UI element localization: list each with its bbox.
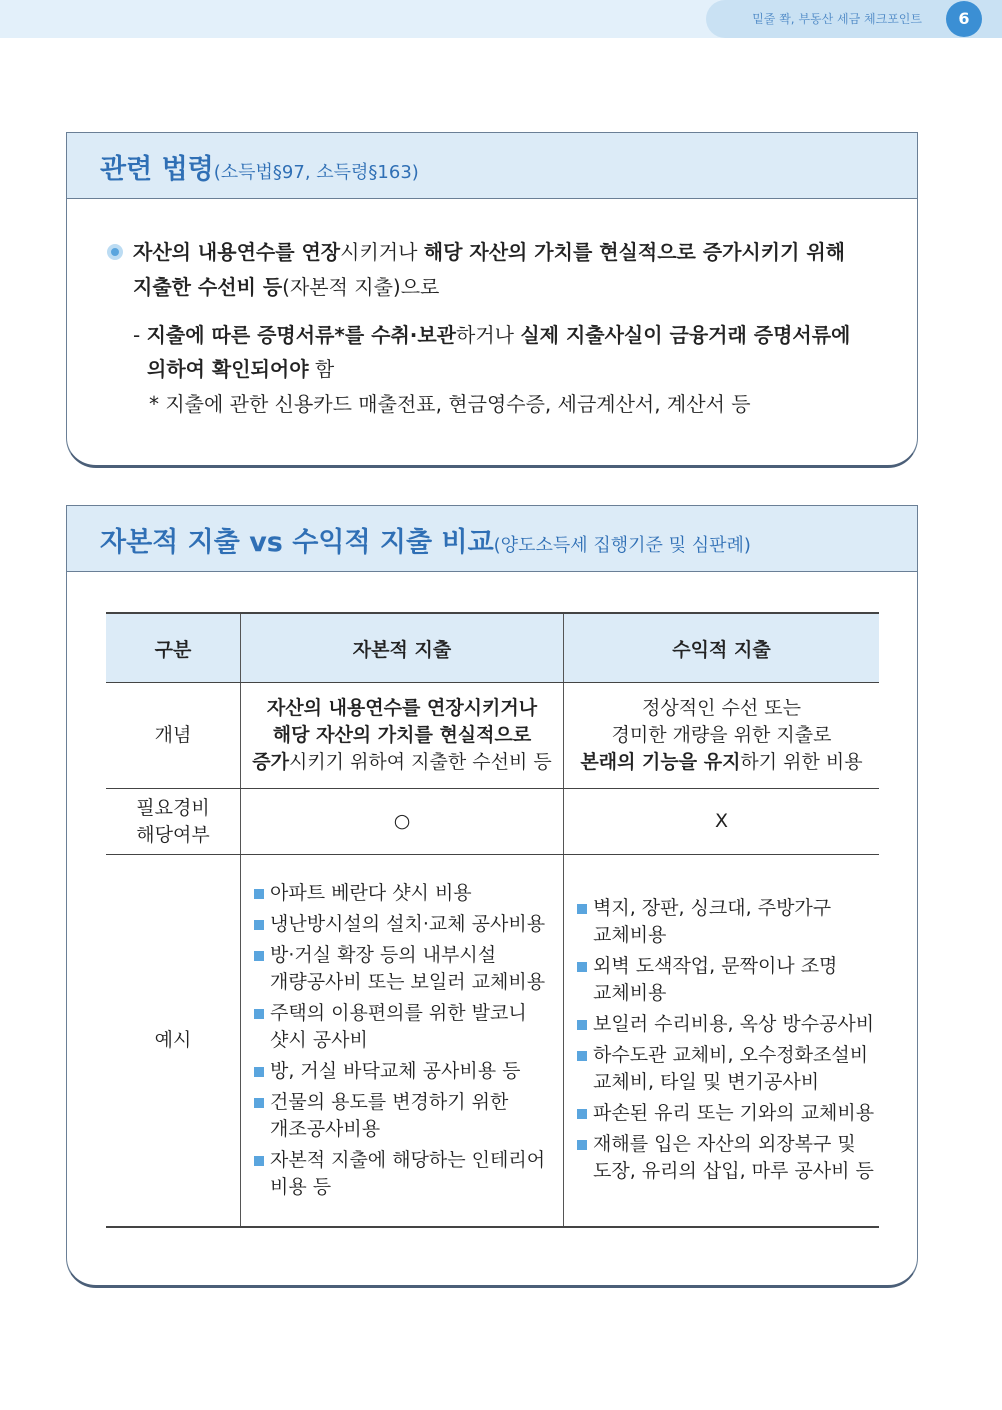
header-category: 구분 xyxy=(106,613,241,683)
capital-text: 자본적 지출에 해당하는 인테리어 xyxy=(270,1148,546,1171)
revenue-text: 도장, 유리의 삽입, 마루 공사비 등 xyxy=(593,1160,874,1183)
related-law-subtitle: (소득법§97, 소득령§163) xyxy=(213,162,419,183)
revenue-text: 재해를 입은 자산의 외장복구 및 xyxy=(593,1133,856,1156)
page-number: 6 xyxy=(946,1,982,37)
square-bullet-icon xyxy=(254,1067,264,1077)
bullet-line-2 xyxy=(133,271,439,300)
comparison-title-text: 자본적 지출 vs 수익적 지출 비교 xyxy=(100,527,494,558)
list-item xyxy=(565,953,878,1007)
sub-line-1-prefix: - xyxy=(133,323,147,347)
list-item xyxy=(565,1011,878,1038)
list-item xyxy=(565,1131,878,1185)
sub-line-1 xyxy=(133,319,850,348)
concept-capital xyxy=(241,683,564,789)
concept-capital-line-1: 자산의 내용연수를 연장시키거나 xyxy=(266,697,538,719)
necessary-capital: ○ xyxy=(241,789,564,855)
necessary-label xyxy=(106,789,241,855)
table-row xyxy=(106,789,879,855)
square-bullet-icon xyxy=(577,1051,587,1061)
circle-bullet-icon xyxy=(107,244,123,260)
square-bullet-icon xyxy=(254,920,264,930)
square-bullet-icon xyxy=(577,1140,587,1150)
list-item xyxy=(565,1042,878,1096)
revenue-text: 교체비, 타일 및 변기공사비 xyxy=(593,1071,820,1094)
square-bullet-icon xyxy=(577,1020,587,1030)
sub-line-1-bold-a: 지출에 따른 증명서류*를 수취·보관 xyxy=(146,323,457,347)
square-bullet-icon xyxy=(254,951,264,961)
sub-line-1-bold-b: 실제 지출사실이 금융거래 증명서류에 xyxy=(520,323,851,347)
bullet-line-1 xyxy=(133,236,845,265)
concept-revenue-line-3-bold: 본래의 기능을 유지 xyxy=(580,751,741,773)
revenue-text: 외벽 도색작업, 문짝이나 조명 xyxy=(593,955,838,978)
concept-capital-line-3 xyxy=(242,749,562,776)
sub-line-2-normal: 함 xyxy=(308,357,335,381)
header-revenue: 수익적 지출 xyxy=(564,613,880,683)
list-item xyxy=(242,1000,562,1054)
square-bullet-icon xyxy=(577,1109,587,1119)
necessary-label-line-2: 해당여부 xyxy=(136,823,210,846)
concept-capital-line-3-normal: 시키기 위하여 지출한 수선비 등 xyxy=(288,751,552,773)
capital-text: 방, 거실 바닥교체 공사비용 등 xyxy=(270,1059,521,1082)
capital-examples-list xyxy=(242,880,562,1201)
bullet-line-2-bold: 지출한 수선비 등 xyxy=(133,275,283,299)
list-item xyxy=(565,1100,878,1127)
header-capital: 자본적 지출 xyxy=(241,613,564,683)
capital-text: 방·거실 확장 등의 내부시설 xyxy=(270,943,497,966)
comparison-box xyxy=(66,505,918,1288)
capital-text: 건물의 용도를 변경하기 위한 xyxy=(270,1090,509,1113)
list-item xyxy=(242,1147,562,1201)
revenue-examples-list xyxy=(565,895,878,1185)
capital-text: 주택의 이용편의를 위한 발코니 xyxy=(270,1001,527,1024)
concept-label: 개념 xyxy=(106,683,241,789)
examples-capital xyxy=(241,855,564,1227)
sub-line-2 xyxy=(147,353,334,382)
comparison-title xyxy=(100,520,751,559)
necessary-revenue: X xyxy=(564,789,880,855)
square-bullet-icon xyxy=(254,1098,264,1108)
square-bullet-icon xyxy=(254,1009,264,1019)
revenue-text: 교체비용 xyxy=(593,924,667,947)
list-item xyxy=(242,911,562,938)
necessary-label-line-1: 필요경비 xyxy=(136,796,210,819)
bullet-line-1-bold-a: 자산의 내용연수를 연장 xyxy=(133,240,341,264)
comparison-header xyxy=(67,506,917,572)
bullet-line-1-bold-b: 해당 자산의 가치를 현실적으로 증가시키기 위해 xyxy=(423,240,845,264)
list-item xyxy=(242,1058,562,1085)
header-title: 밑줄 쫙, 부동산 세금 체크포인트 xyxy=(752,12,922,26)
list-item xyxy=(565,895,878,949)
examples-revenue xyxy=(564,855,880,1227)
concept-revenue-line-1: 정상적인 수선 또는 xyxy=(642,697,801,719)
related-law-title-text: 관련 법령 xyxy=(100,154,214,185)
capital-text: 냉난방시설의 설치·교체 공사비용 xyxy=(270,912,546,935)
related-law-title xyxy=(100,147,419,186)
capital-text: 개량공사비 또는 보일러 교체비용 xyxy=(270,970,546,993)
comparison-table xyxy=(106,612,879,1228)
list-item xyxy=(242,1089,562,1143)
examples-label: 예시 xyxy=(106,855,241,1227)
table-row xyxy=(106,855,879,1227)
revenue-text: 교체비용 xyxy=(593,982,667,1005)
concept-capital-line-2: 해당 자산의 가치를 현실적으로 xyxy=(272,724,532,746)
list-item xyxy=(242,942,562,996)
top-bar xyxy=(0,0,1002,38)
list-item xyxy=(242,880,562,907)
capital-text: 개조공사비용 xyxy=(270,1117,381,1140)
table-row xyxy=(106,683,879,789)
capital-text: 비용 등 xyxy=(270,1175,332,1198)
concept-revenue-line-3 xyxy=(565,749,878,776)
related-law-header xyxy=(67,133,917,199)
square-bullet-icon xyxy=(254,889,264,899)
concept-revenue-line-2: 경미한 개량을 위한 지출로 xyxy=(611,724,832,746)
footnote: * 지출에 관한 신용카드 매출전표, 현금영수증, 세금계산서, 계산서 등 xyxy=(149,392,751,416)
revenue-text: 보일러 수리비용, 옥상 방수공사비 xyxy=(593,1013,875,1036)
revenue-text: 벽지, 장판, 싱크대, 주방가구 xyxy=(593,897,832,920)
revenue-text: 하수도관 교체비, 오수정화조설비 xyxy=(593,1044,869,1067)
bullet-line-2-normal: (자본적 지출)으로 xyxy=(282,275,440,299)
revenue-text: 파손된 유리 또는 기와의 교체비용 xyxy=(593,1102,875,1125)
table-header-row xyxy=(106,613,879,683)
bullet-line-1-normal: 시키거나 xyxy=(340,240,424,264)
concept-capital-line-3-bold: 증가 xyxy=(252,751,289,773)
concept-revenue xyxy=(564,683,880,789)
capital-text: 샷시 공사비 xyxy=(270,1028,368,1051)
concept-revenue-line-3-normal: 하기 위한 비용 xyxy=(740,751,863,773)
square-bullet-icon xyxy=(254,1156,264,1166)
related-law-box xyxy=(66,132,918,468)
sub-line-2-bold: 의하여 확인되어야 xyxy=(147,357,309,381)
square-bullet-icon xyxy=(577,904,587,914)
square-bullet-icon xyxy=(577,962,587,972)
sub-line-1-normal: 하거나 xyxy=(456,323,521,347)
capital-text: 아파트 베란다 샷시 비용 xyxy=(270,881,472,904)
comparison-subtitle: (양도소득세 집행기준 및 심판례) xyxy=(493,535,751,556)
